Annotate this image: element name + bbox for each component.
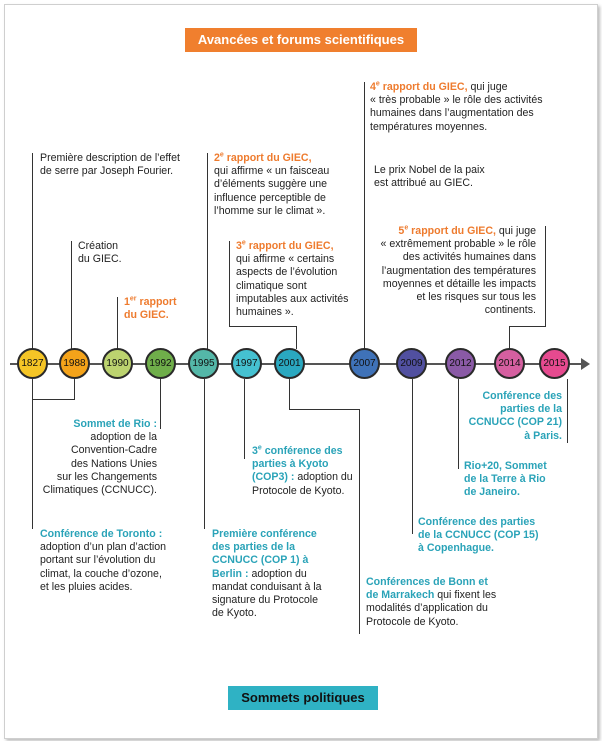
year-node-2014 <box>494 348 525 379</box>
year-node-2007 <box>349 348 380 379</box>
year-label: 1988 <box>63 358 86 369</box>
rio20-note: Rio+20, Sommet de la Terre à Rio de Janeiro. <box>464 460 547 499</box>
copenhague-note: Conférence des parties de la CCNUCC (COP 15) à Copenhague. <box>418 516 539 555</box>
connector-2014-up-a <box>545 226 546 326</box>
report3-title: rapport du GIEC, <box>245 240 334 252</box>
report5-number: 5 <box>398 225 405 237</box>
report4-text: qui juge « très probable » le rôle des activités humaines dans l’augmentation des températures moyennes. <box>370 81 543 133</box>
connector-1990 <box>117 297 118 349</box>
report1-title: rapport du GIEC. <box>124 296 177 322</box>
report2-title: rapport du GIEC, <box>223 152 312 164</box>
cop1-note <box>212 528 322 620</box>
connector-1988-down-a <box>32 379 33 399</box>
report3-note <box>236 240 348 319</box>
kyoto-title: conférence des parties à Kyoto (COP3) : <box>252 445 343 484</box>
year-label: 2007 <box>353 358 376 369</box>
connector-2015-down <box>567 379 568 443</box>
year-node-1995 <box>188 348 219 379</box>
science-banner: Avancées et forums scientifiques <box>185 28 417 52</box>
report3-number: 3 <box>236 240 242 252</box>
connector-1995 <box>207 153 208 349</box>
year-label: 2015 <box>543 358 566 369</box>
report2-suffix: e <box>219 151 224 159</box>
connector-2014-up-c <box>509 326 510 349</box>
kyoto-number: 3 <box>252 445 258 457</box>
giec-creation-note: Création du GIEC. <box>78 240 122 266</box>
rio-note <box>40 418 157 497</box>
toronto-note <box>40 528 166 594</box>
connector-1995-down <box>204 379 205 529</box>
connector-1988-down-c <box>74 379 75 400</box>
year-label: 1990 <box>106 358 129 369</box>
connector-2001-down-a <box>289 379 290 409</box>
connector-1992-down <box>160 379 161 429</box>
connector-2012-down <box>458 379 459 469</box>
cop1-title: Première conférence des parties de la CCNUCC (COP 1) à Berlin : <box>212 528 317 580</box>
year-node-2001 <box>274 348 305 379</box>
connector-2009-down <box>412 379 413 534</box>
report4-title: rapport du GIEC, <box>379 81 468 93</box>
year-node-1997 <box>231 348 262 379</box>
report2-note <box>214 152 329 218</box>
connector-2001-up-a <box>229 241 230 326</box>
connector-2001-down-c <box>359 409 360 634</box>
cop1-text: adoption du mandat conduisant à la signature du Protocole de Kyoto. <box>212 567 322 620</box>
connector-2014-up-b <box>509 326 546 327</box>
politics-banner: Sommets politiques <box>228 686 378 710</box>
bonn-title: Conférences de Bonn et de Marrakech <box>366 576 488 602</box>
report5-title: rapport du GIEC, <box>408 225 496 237</box>
report1-suffix: er <box>129 295 137 303</box>
bonn-text: qui fixent les modalités d’application du Protocole de Kyoto. <box>366 589 497 628</box>
report3-suffix: e <box>241 239 246 247</box>
connector-1997-down <box>244 379 245 459</box>
connector-2007 <box>364 82 365 349</box>
report3-text: qui affirme « certains aspects de l’évolution climatique sont imputables aux activités humaines ». <box>236 253 349 319</box>
connector-2001-up-c <box>296 326 297 349</box>
year-node-1992 <box>145 348 176 379</box>
year-label: 2014 <box>498 358 521 369</box>
year-label: 1827 <box>21 358 44 369</box>
report4-suffix: e <box>375 80 380 88</box>
toronto-title: Conférence de Toronto : <box>40 528 163 540</box>
arrow-right-icon <box>581 358 590 370</box>
connector-1988-down-b <box>32 399 74 400</box>
report5-suffix: e <box>404 224 409 232</box>
connector-2001-down-b <box>289 409 359 410</box>
kyoto-note <box>252 445 353 498</box>
report5-text: qui juge « extrêmement probable » le rôle des activités humaines dans l’augmentation des températures moyennes et détaille les impacts et les risques sur tous les continents. <box>380 225 536 317</box>
connector-2001-up-b <box>229 326 297 327</box>
connector-1988 <box>71 241 72 349</box>
report2-number: 2 <box>214 152 220 164</box>
year-node-1990 <box>102 348 133 379</box>
report1-note <box>124 296 177 322</box>
year-label: 2001 <box>278 358 301 369</box>
report4-note <box>370 81 543 134</box>
bonn-note <box>366 576 496 629</box>
year-node-2012 <box>445 348 476 379</box>
year-node-1988 <box>59 348 90 379</box>
report4-number: 4 <box>370 81 376 93</box>
paris-note: Conférence des parties de la CCNUCC (COP 21) à Paris. <box>468 390 562 442</box>
toronto-text: adoption d’un plan d’action portant sur l’évolution du climat, la couche d’ozone, et les pluies acides. <box>40 541 167 593</box>
kyoto-text: adoption du Protocole de Kyoto. <box>252 471 353 497</box>
fourier-note: Première description de l’effet de serre par Joseph Fourier. <box>40 152 180 178</box>
report5-note <box>368 225 536 317</box>
year-label: 1995 <box>192 358 215 369</box>
year-node-1827 <box>17 348 48 379</box>
year-node-2009 <box>396 348 427 379</box>
rio-text: adoption de la Convention-Cadre des Nations Unies sur les Changements Climatiques (CCNUCC). <box>42 431 157 497</box>
year-label: 1992 <box>149 358 172 369</box>
year-node-2015 <box>539 348 570 379</box>
report1-number: 1 <box>124 296 130 308</box>
nobel-note: Le prix Nobel de la paix est attribué au GIEC. <box>374 164 485 190</box>
kyoto-suffix: e <box>257 444 262 452</box>
rio-title: Sommet de Rio : <box>73 418 157 430</box>
connector-1827 <box>32 153 33 349</box>
report2-text: qui affirme « un faisceau d’éléments suggère une influence perceptible de l’homme sur le climat ». <box>214 165 330 217</box>
year-label: 2009 <box>400 358 423 369</box>
year-label: 2012 <box>449 358 472 369</box>
connector-toronto <box>32 399 33 529</box>
year-label: 1997 <box>235 358 258 369</box>
